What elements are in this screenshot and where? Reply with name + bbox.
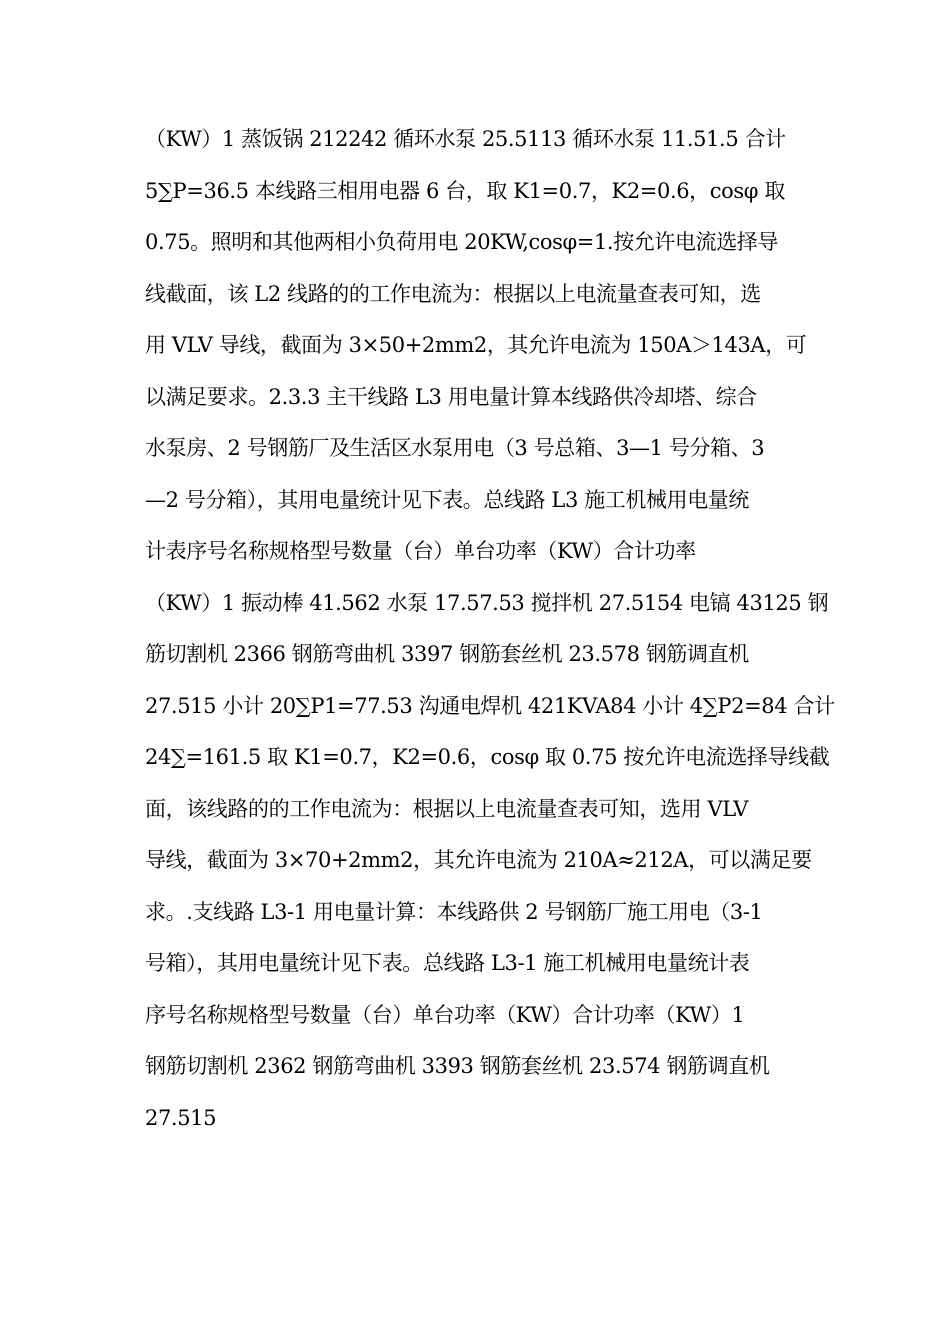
text-line: （KW）1 蒸饭锅 212242 循环水泵 25.5113 循环水泵 11.51.5 合计 [145, 127, 786, 151]
text-line: —2 号分箱），其用电量统计见下表。总线路 L3 施工机械用电量统 [145, 487, 749, 512]
text-line: 钢筋切割机 2362 钢筋弯曲机 3393 钢筋套丝机 23.574 钢筋调直机 [145, 1054, 770, 1078]
text-line: 号箱），其用电量统计见下表。总线路 L3-1 施工机械用电量统计表 [145, 951, 750, 975]
text-line: 求。.支线路 L3-1 用电量计算：本线路供 2 号钢筋厂施工用电（3-1 [145, 899, 763, 924]
text-line: 24∑=161.5 取 K1=0.7，K2=0.6，cosφ 取 0.75 按允许电流选择导线截 [145, 745, 830, 769]
text-line: 以满足要求。2.3.3 主干线路 L3 用电量计算本线路供冷却塔、综合 [145, 384, 757, 409]
text-line: （KW）1 振动棒 41.562 水泵 17.57.53 搅拌机 27.5154 电镐 43125 钢 [145, 590, 829, 615]
text-line: 筋切割机 2366 钢筋弯曲机 3397 钢筋套丝机 23.578 钢筋调直机 [145, 642, 749, 666]
body-text [145, 114, 835, 1144]
text-line: 序号名称规格型号数量（台）单台功率（KW）合计功率（KW）1 [145, 1002, 745, 1027]
text-line: 5∑P=36.5 本线路三相用电器 6 台，取 K1=0.7，K2=0.6，cosφ 取 [145, 178, 785, 203]
text-line: 计表序号名称规格型号数量（台）单台功率（KW）合计功率 [145, 539, 696, 563]
text-line: 0.75。照明和其他两相小负荷用电 20KW,cosφ=1.按允许电流选择导 [145, 230, 778, 254]
text-line: 面，该线路的的工作电流为：根据以上电流量查表可知，选用 VLV [145, 796, 749, 821]
text-line: 用 VLV 导线，截面为 3×50+2mm2，其允许电流为 150A＞143A，可 [145, 333, 807, 357]
text-line: 27.515 [145, 1105, 217, 1130]
text-line: 水泵房、2 号钢筋厂及生活区水泵用电（3 号总箱、3—1 号分箱、3 [145, 436, 765, 460]
text-line: 27.515 小计 20∑P1=77.53 沟通电焊机 421KVA84 小计 4∑P2=84 合计 [145, 693, 835, 718]
text-line: 线截面，该 L2 线路的的工作电流为：根据以上电流量查表可知，选 [145, 281, 761, 306]
text-line: 导线，截面为 3×70+2mm2，其允许电流为 210A≈212A，可以满足要 [145, 848, 812, 872]
